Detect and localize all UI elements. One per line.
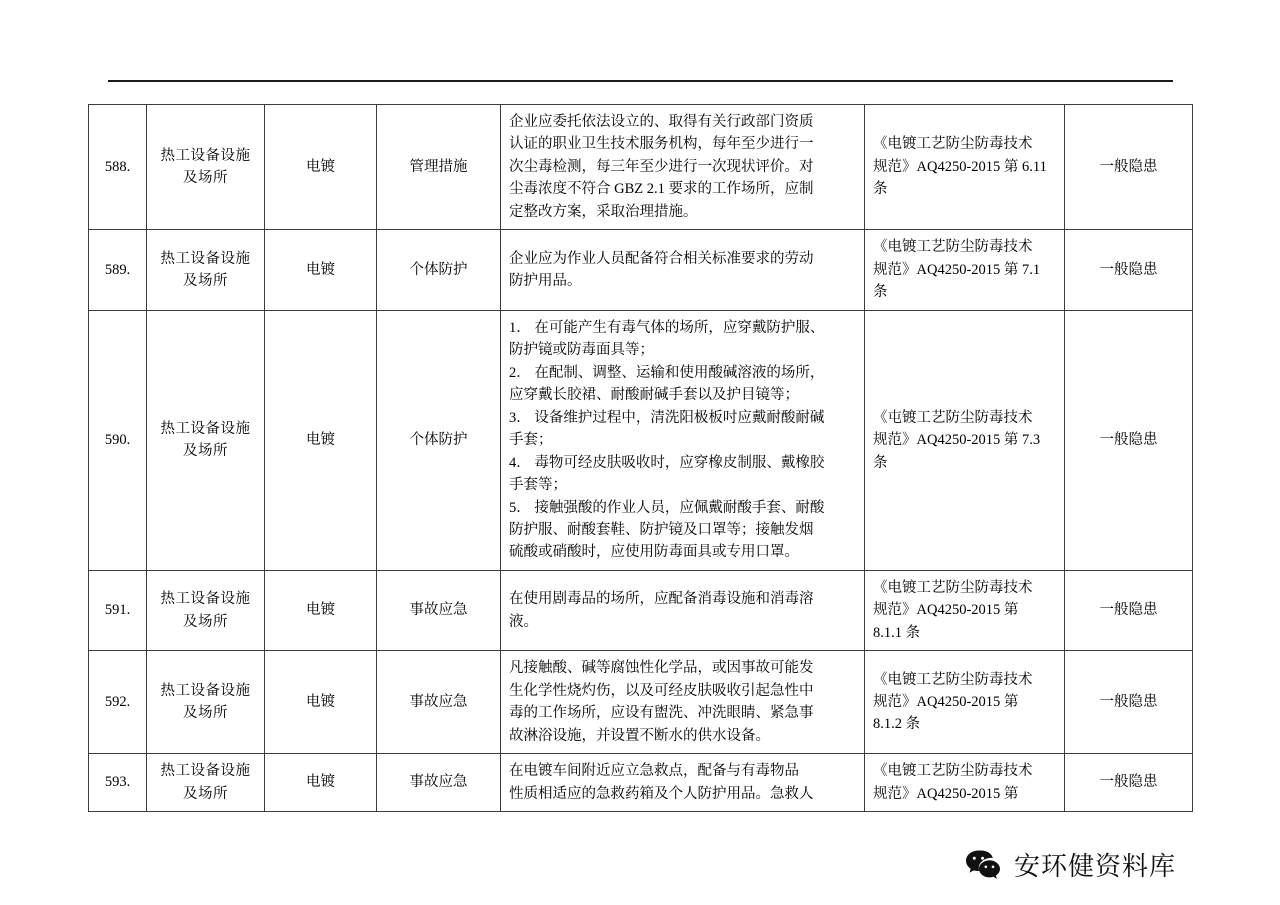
content-line: 在电镀车间附近应立急救点，配备与有毒物品 xyxy=(509,763,799,780)
table-row xyxy=(89,230,1193,310)
row-category-line1: 热工设备设施 xyxy=(160,250,251,267)
row-hazard-type: 事故应急 xyxy=(377,651,501,754)
table-row xyxy=(89,754,1193,812)
table-row xyxy=(89,651,1193,754)
row-category xyxy=(147,651,265,754)
content-line: 尘毒浓度不符合 GBZ 2.1 要求的工作场所，应制 xyxy=(509,181,814,198)
standard-line: 《电镀工艺防尘防毒技术 xyxy=(873,671,1033,688)
row-category-line2: 及场所 xyxy=(183,785,228,802)
content-line: 5． 接触强酸的作业人员，应佩戴耐酸手套、耐酸 xyxy=(509,499,825,516)
row-level: 一般隐患 xyxy=(1065,754,1193,812)
standard-line: 规范》AQ4250-2015 第 6.11 xyxy=(873,158,1047,175)
content-line: 故淋浴设施，并设置不断水的供水设备。 xyxy=(509,727,770,744)
row-level: 一般隐患 xyxy=(1065,230,1193,310)
content-line: 液。 xyxy=(509,613,538,630)
row-content xyxy=(501,754,865,812)
row-level: 一般隐患 xyxy=(1065,570,1193,650)
watermark-logo xyxy=(962,838,1212,890)
row-hazard-type: 个体防护 xyxy=(377,310,501,570)
row-hazard-type: 事故应急 xyxy=(377,570,501,650)
content-line: 防护用品。 xyxy=(509,273,582,290)
content-line: 硫酸或硝酸时，应使用防毒面具或专用口罩。 xyxy=(509,544,799,561)
row-content xyxy=(501,651,865,754)
standard-line: 条 xyxy=(873,181,888,198)
standard-line: 规范》AQ4250-2015 第 xyxy=(873,694,1019,711)
content-line: 手套； xyxy=(509,432,553,449)
row-category xyxy=(147,310,265,570)
content-line: 4． 毒物可经皮肤吸收时，应穿橡皮制服、戴橡胶 xyxy=(509,454,825,471)
row-level: 一般隐患 xyxy=(1065,651,1193,754)
content-line: 应穿戴长胶裙、耐酸耐碱手套以及护目镜等； xyxy=(509,387,799,404)
row-industry: 电镀 xyxy=(265,570,377,650)
table-row xyxy=(89,105,1193,230)
row-category xyxy=(147,570,265,650)
content-line: 防护服、耐酸套鞋、防护镜及口罩等；接触发烟 xyxy=(509,521,814,538)
row-category xyxy=(147,105,265,230)
table-row xyxy=(89,310,1193,570)
checklist-table-container xyxy=(88,104,1192,812)
row-industry: 电镀 xyxy=(265,230,377,310)
row-category-line1: 热工设备设施 xyxy=(160,591,251,608)
row-industry: 电镀 xyxy=(265,105,377,230)
row-industry: 电镀 xyxy=(265,754,377,812)
content-line: 在使用剧毒品的场所，应配备消毒设施和消毒溶 xyxy=(509,591,814,608)
row-standard xyxy=(865,230,1065,310)
content-line: 1． 在可能产生有毒气体的场所，应穿戴防护服、 xyxy=(509,319,825,336)
row-number: 588. xyxy=(89,105,147,230)
row-content xyxy=(501,230,865,310)
standard-line: 《电镀工艺防尘防毒技术 xyxy=(873,763,1033,780)
standard-line: 《电镀工艺防尘防毒技术 xyxy=(873,136,1033,153)
row-hazard-type: 管理措施 xyxy=(377,105,501,230)
row-hazard-type: 事故应急 xyxy=(377,754,501,812)
row-standard xyxy=(865,651,1065,754)
row-category-line2: 及场所 xyxy=(183,170,228,187)
content-line: 毒的工作场所，应设有盥洗、冲洗眼睛、紧急事 xyxy=(509,705,814,722)
row-industry: 电镀 xyxy=(265,651,377,754)
row-category-line2: 及场所 xyxy=(183,613,228,630)
content-line: 凡接触酸、碱等腐蚀性化学品，或因事故可能发 xyxy=(509,660,814,677)
content-line: 防护镜或防毒面具等； xyxy=(509,342,654,359)
row-number: 590. xyxy=(89,310,147,570)
row-category-line1: 热工设备设施 xyxy=(160,763,251,780)
row-level: 一般隐患 xyxy=(1065,105,1193,230)
row-level: 一般隐患 xyxy=(1065,310,1193,570)
row-content xyxy=(501,570,865,650)
row-category-line1: 热工设备设施 xyxy=(160,147,251,164)
standard-line: 规范》AQ4250-2015 第 xyxy=(873,785,1019,802)
row-category-line1: 热工设备设施 xyxy=(160,420,251,437)
content-line: 手套等； xyxy=(509,477,567,494)
content-line: 3． 设备维护过程中，清洗阳极板吋应戴耐酸耐碱 xyxy=(509,409,825,426)
row-number: 592. xyxy=(89,651,147,754)
row-category-line1: 热工设备设施 xyxy=(160,682,251,699)
row-standard xyxy=(865,754,1065,812)
row-industry: 电镀 xyxy=(265,310,377,570)
standard-line: 规范》AQ4250-2015 第 7.1 xyxy=(873,261,1041,278)
standard-line: 《电镀工艺防尘防毒技术 xyxy=(873,239,1033,256)
row-number: 593. xyxy=(89,754,147,812)
content-line: 定整改方案，采取治理措施。 xyxy=(509,203,698,220)
standard-line: 8.1.2 条 xyxy=(873,716,921,733)
checklist-table xyxy=(88,104,1193,812)
header-rule xyxy=(108,80,1173,82)
standard-line: 条 xyxy=(873,284,888,301)
content-line: 认证的职业卫生技术服务机构，每年至少进行一 xyxy=(509,136,814,153)
content-line: 企业应委托依法设立的、取得有关行政部门资质 xyxy=(509,114,814,130)
row-standard xyxy=(865,105,1065,230)
wechat-official-account-icon xyxy=(962,843,1004,885)
row-number: 589. xyxy=(89,230,147,310)
standard-line: 条 xyxy=(873,454,888,471)
content-line: 企业应为作业人员配备符合相关标准要求的劳动 xyxy=(509,250,814,267)
row-category-line2: 及场所 xyxy=(183,273,228,290)
standard-line: 规范》AQ4250-2015 第 xyxy=(873,602,1019,619)
content-line: 次尘毒检测，每三年至少进行一次现状评价。对 xyxy=(509,158,814,175)
watermark-label: 安环健资料库 xyxy=(1014,850,1177,881)
content-line: 生化学性烧灼伤，以及可经皮肤吸收引起急性中 xyxy=(509,682,814,699)
content-line: 性质相适应的急救药箱及个人防护用品。急救人 xyxy=(509,785,814,802)
table-row xyxy=(89,570,1193,650)
content-line: 2． 在配制、调整、运输和使用酸碱溶液的场所， xyxy=(509,364,825,381)
standard-line: 规范》AQ4250-2015 第 7.3 xyxy=(873,432,1041,449)
row-content xyxy=(501,105,865,230)
row-category-line2: 及场所 xyxy=(183,705,228,722)
row-category xyxy=(147,754,265,812)
standard-line: 8.1.1 条 xyxy=(873,624,921,641)
standard-line: 《电镀工艺防尘防毒技术 xyxy=(873,579,1033,596)
row-number: 591. xyxy=(89,570,147,650)
row-hazard-type: 个体防护 xyxy=(377,230,501,310)
row-category xyxy=(147,230,265,310)
row-standard xyxy=(865,570,1065,650)
row-content xyxy=(501,310,865,570)
standard-line: 《屯镀工艺防尘防毒技术 xyxy=(873,409,1033,426)
row-standard xyxy=(865,310,1065,570)
row-category-line2: 及场所 xyxy=(183,443,228,460)
